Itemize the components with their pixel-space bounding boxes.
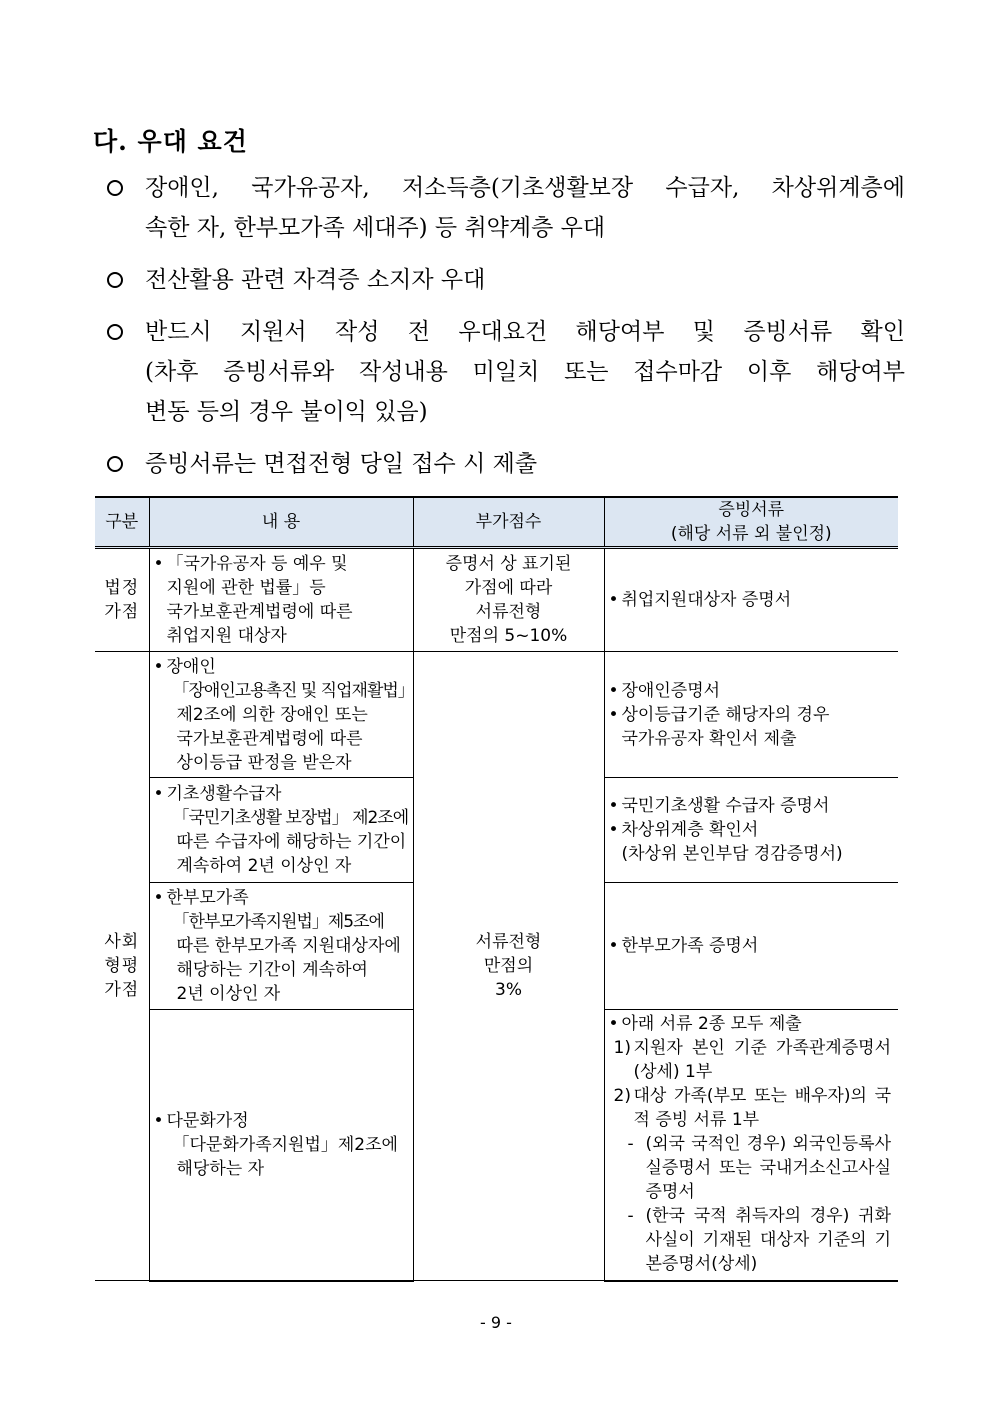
header-category: 구분 xyxy=(95,497,149,548)
bullet-line: 전산활용 관련 자격증 소지자 우대 xyxy=(145,267,486,293)
document-item xyxy=(608,818,896,866)
points-legal xyxy=(413,548,604,652)
content-line: 「한부모가족지원법」제5조에 xyxy=(172,912,384,932)
points-line: 증명서 상 표기된 xyxy=(445,554,572,574)
bullet-dot-icon: • xyxy=(608,1014,619,1034)
bullet-dot-icon: • xyxy=(153,888,164,908)
dashed-document xyxy=(608,1204,896,1276)
content-title: 기초생활수급자 xyxy=(166,784,282,804)
header-documents-note: (해당 서류 외 불인정) xyxy=(670,524,832,544)
content-line: 국가보훈관계법령에 따른 xyxy=(166,602,353,622)
content-title: 한부모가족 xyxy=(166,888,249,908)
content-line: 해당하는 자 xyxy=(176,1158,265,1179)
bullet-item-verify xyxy=(105,312,905,432)
content-line: 「국민기초생활 보장법」 제2조에 xyxy=(172,808,409,828)
hollow-circle-icon xyxy=(107,456,123,472)
bullet-dot-icon: • xyxy=(608,796,619,816)
bullet-line: (차후 증빙서류와 작성내용 미일치 또는 접수마감 이후 해당여부 xyxy=(145,359,905,385)
section-title: 다. 우대 요건 xyxy=(93,127,248,156)
hollow-circle-icon xyxy=(107,272,123,288)
preference-table xyxy=(95,496,898,1282)
category-line: 형평 xyxy=(104,956,140,976)
bullet-dot-icon: • xyxy=(153,656,164,677)
content-line: 국가보훈관계법령에 따른 xyxy=(176,728,363,749)
hollow-circle-icon xyxy=(107,324,123,340)
page-number: - 9 - xyxy=(480,1313,512,1332)
points-line: 가점에 따라 xyxy=(464,578,553,598)
bullet-item-certificate xyxy=(105,260,905,300)
document-item xyxy=(608,679,896,703)
points-line: 서류전형 xyxy=(475,602,542,622)
bullet-line: 장애인, 국가유공자, 저소득층(기초생활보장 수급자, 차상위계층에 xyxy=(145,175,905,201)
content-item xyxy=(153,655,410,679)
dash-icon: - xyxy=(627,1134,634,1154)
documents-basic-livelihood xyxy=(604,778,898,883)
content-legal xyxy=(149,548,413,652)
points-line: 만점의 xyxy=(483,956,534,976)
document-item xyxy=(608,588,896,612)
content-disabled xyxy=(149,652,413,778)
document-item xyxy=(608,794,896,818)
document-line: 장애인증명서 xyxy=(621,680,721,701)
document-line: (차상위 본인부담 경감증명서) xyxy=(621,844,843,864)
content-single-parent xyxy=(149,883,413,1010)
content-item xyxy=(153,552,410,648)
category-line: 가점 xyxy=(104,980,140,1000)
document-line: 취업지원대상자 증명서 xyxy=(621,590,792,610)
content-item xyxy=(153,782,410,806)
documents-single-parent xyxy=(604,883,898,1010)
header-points: 부가점수 xyxy=(413,497,604,548)
points-line: 만점의 5~10% xyxy=(449,626,568,646)
document-line: (한국 국적 취득자의 경우) 귀화 사실이 기재된 대상자 기준의 기본증명서(상세) xyxy=(645,1206,891,1274)
bullet-dot-icon: • xyxy=(608,680,619,701)
bullet-item-submission xyxy=(105,444,905,484)
bullet-line: 변동 등의 경우 불이익 있음) xyxy=(145,399,428,425)
bullet-dot-icon: • xyxy=(153,1110,164,1131)
bullet-dot-icon: • xyxy=(608,590,619,610)
table-header-row xyxy=(95,497,898,548)
document-line: 국가유공자 확인서 제출 xyxy=(621,728,797,749)
document-line: 지원자 본인 기준 가족관계증명서(상세) 1부 xyxy=(633,1038,891,1082)
table-row-legal xyxy=(95,548,898,652)
points-line: 3% xyxy=(495,980,522,1000)
points-social xyxy=(413,652,604,1281)
content-line: 「국가유공자 등 예우 및 xyxy=(166,554,348,574)
content-line: 「다문화가족지원법」제2조에 xyxy=(172,1134,398,1155)
content-item xyxy=(153,1109,410,1133)
category-line: 가점 xyxy=(104,602,140,622)
document-line: (외국 국적인 경우) 외국인등록사실증명서 또는 국내거소신고사실증명서 xyxy=(645,1134,891,1202)
content-multicultural xyxy=(149,1010,413,1281)
content-line: 상이등급 판정을 받은자 xyxy=(176,752,352,773)
content-line: 해당하는 기간이 계속하여 xyxy=(176,960,368,980)
bullet-dot-icon: • xyxy=(153,554,164,574)
document-line: 아래 서류 2종 모두 제출 xyxy=(621,1014,802,1034)
header-documents xyxy=(604,497,898,548)
content-title: 다문화가정 xyxy=(166,1110,249,1131)
numbered-document xyxy=(608,1084,896,1132)
item-number: 2) xyxy=(613,1086,631,1106)
bullet-dot-icon: • xyxy=(608,704,619,725)
hollow-circle-icon xyxy=(107,180,123,196)
content-item xyxy=(153,886,410,910)
content-line: 지원에 관한 법률」등 xyxy=(166,578,326,598)
document-item xyxy=(608,934,896,958)
points-line: 서류전형 xyxy=(475,932,542,952)
document-line: 국민기초생활 수급자 증명서 xyxy=(621,796,830,816)
bullet-dot-icon: • xyxy=(153,784,164,804)
content-title: 장애인 xyxy=(166,656,216,677)
preference-bullets xyxy=(105,168,905,496)
bullet-dot-icon: • xyxy=(608,936,619,956)
documents-disabled xyxy=(604,652,898,778)
document-line: 차상위계층 확인서 xyxy=(621,820,759,840)
documents-legal xyxy=(604,548,898,652)
numbered-document xyxy=(608,1036,896,1084)
header-content: 내 용 xyxy=(149,497,413,548)
content-line: 계속하여 2년 이상인 자 xyxy=(176,856,352,876)
bullet-dot-icon: • xyxy=(608,820,619,840)
category-line: 사회 xyxy=(104,932,140,952)
content-line: 따른 한부모가족 지원대상자에 xyxy=(176,936,401,956)
item-number: 1) xyxy=(613,1038,631,1058)
content-basic-livelihood xyxy=(149,778,413,883)
documents-multicultural xyxy=(604,1010,898,1281)
category-line: 법정 xyxy=(104,578,140,598)
document-line: 한부모가족 증명서 xyxy=(621,936,759,956)
bullet-line: 증빙서류는 면접전형 당일 접수 시 제출 xyxy=(145,451,538,477)
document-line: 상이등급기준 해당자의 경우 xyxy=(621,704,830,725)
document-item xyxy=(608,1012,896,1036)
bullet-item-vulnerable xyxy=(105,168,905,248)
dash-icon: - xyxy=(627,1206,634,1226)
content-line: 「장애인고용촉진 및 직업재활법」 xyxy=(172,680,414,701)
bullet-line: 속한 자, 한부모가족 세대주) 등 취약계층 우대 xyxy=(145,215,606,241)
content-line: 2년 이상인 자 xyxy=(176,984,281,1004)
document-item xyxy=(608,703,896,751)
content-line: 취업지원 대상자 xyxy=(166,626,287,646)
document-line: 대상 가족(부모 또는 배우자)의 국적 증빙 서류 1부 xyxy=(633,1086,891,1130)
content-line: 제2조에 의한 장애인 또는 xyxy=(176,704,368,725)
category-legal xyxy=(95,548,149,652)
dashed-document xyxy=(608,1132,896,1204)
category-social xyxy=(95,652,149,1281)
header-documents-title: 증빙서류 xyxy=(718,500,785,520)
bullet-line: 반드시 지원서 작성 전 우대요건 해당여부 및 증빙서류 확인 xyxy=(145,319,905,345)
table-row-disabled xyxy=(95,652,898,778)
content-line: 따른 수급자에 해당하는 기간이 xyxy=(176,832,407,852)
